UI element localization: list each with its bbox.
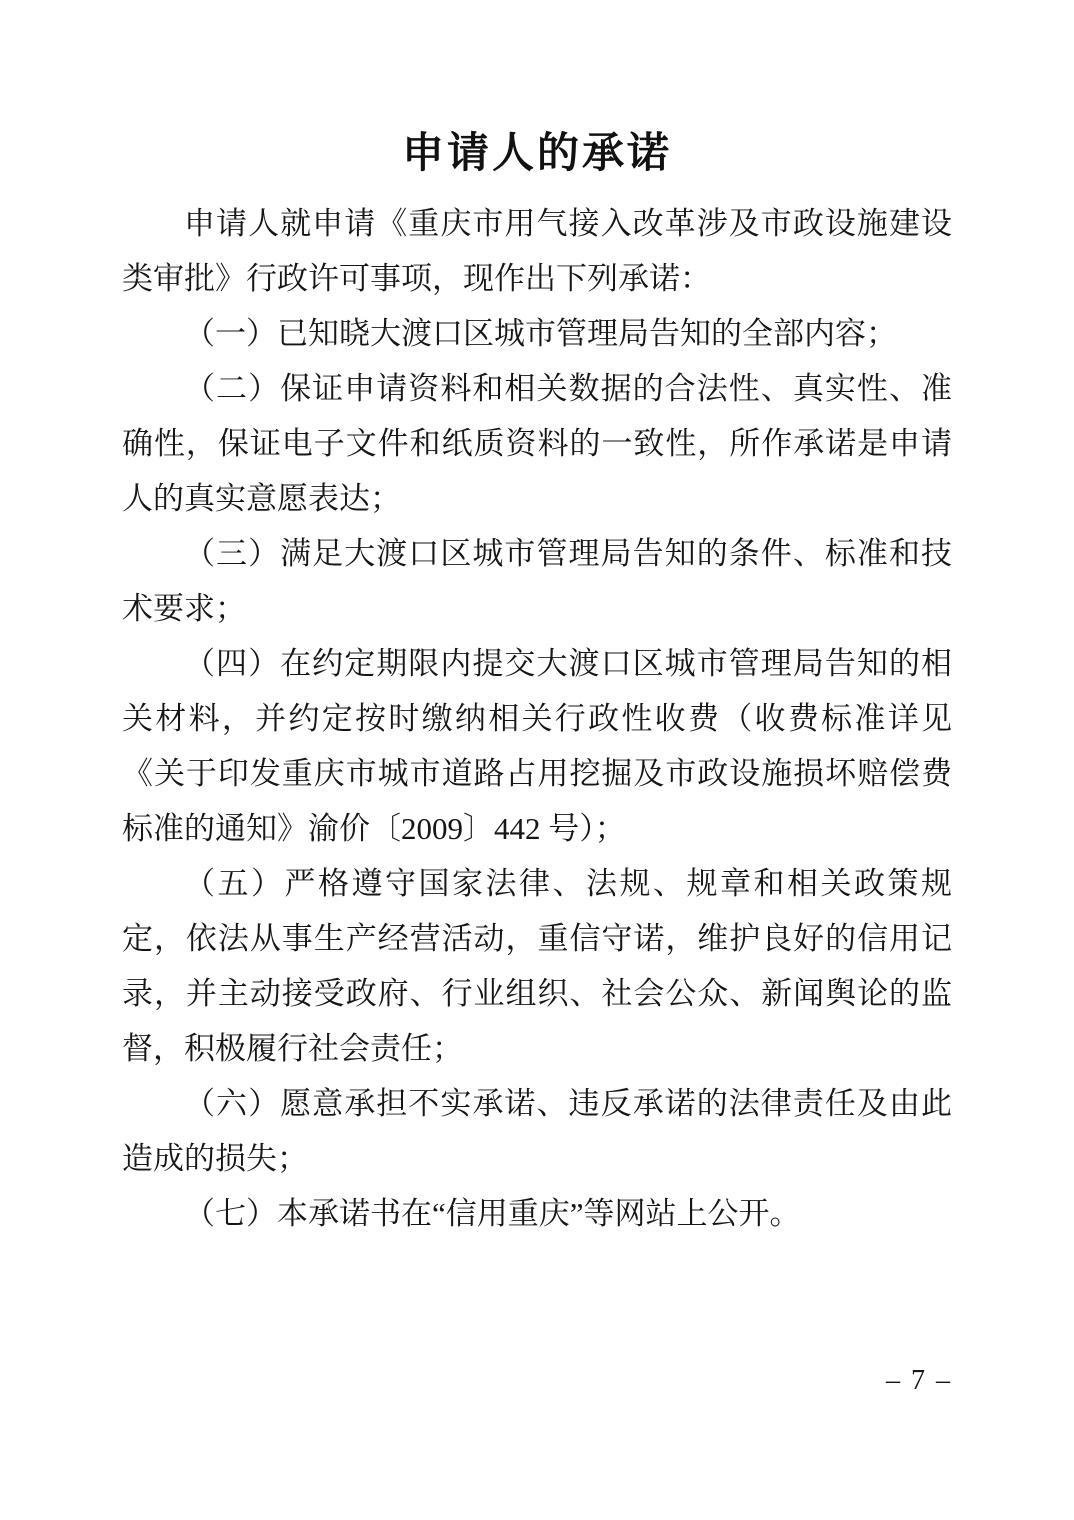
page-number: – 7 – bbox=[886, 1365, 952, 1396]
document-body bbox=[122, 196, 952, 1241]
paragraph-item-6: （六）愿意承担不实承诺、违反承诺的法律责任及由此造成的损失； bbox=[122, 1086, 952, 1176]
paragraph-item-5: （五）严格遵守国家法律、法规、规章和相关政策规定，依法从事生产经营活动，重信守诺，维护良好的信用记录，并主动接受政府、行业组织、社会公众、新闻舆论的监督，积极履行社会责任； bbox=[122, 866, 952, 1066]
paragraph-item-2: （二）保证申请资料和相关数据的合法性、真实性、准确性，保证电子文件和纸质资料的一致性，所作承诺是申请人的真实意愿表达； bbox=[122, 371, 952, 516]
paragraph-item-7: （七）本承诺书在“信用重庆”等网站上公开。 bbox=[184, 1196, 801, 1231]
paragraph-item-1: （一）已知晓大渡口区城市管理局告知的全部内容； bbox=[184, 316, 897, 351]
paragraph-item-3: （三）满足大渡口区城市管理局告知的条件、标准和技术要求； bbox=[122, 536, 952, 626]
paragraph-item-4: （四）在约定期限内提交大渡口区城市管理局告知的相关材料，并约定按时缴纳相关行政性收费（收费标准详见《关于印发重庆市城市道路占用挖掘及市政设施损坏赔偿费标准的通知》渝价〔2009〕442 号）； bbox=[122, 646, 952, 846]
page-title: 申请人的承诺 bbox=[401, 131, 672, 177]
paragraph-intro: 申请人就申请《重庆市用气接入改革涉及市政设施建设类审批》行政许可事项，现作出下列承诺： bbox=[122, 206, 952, 296]
